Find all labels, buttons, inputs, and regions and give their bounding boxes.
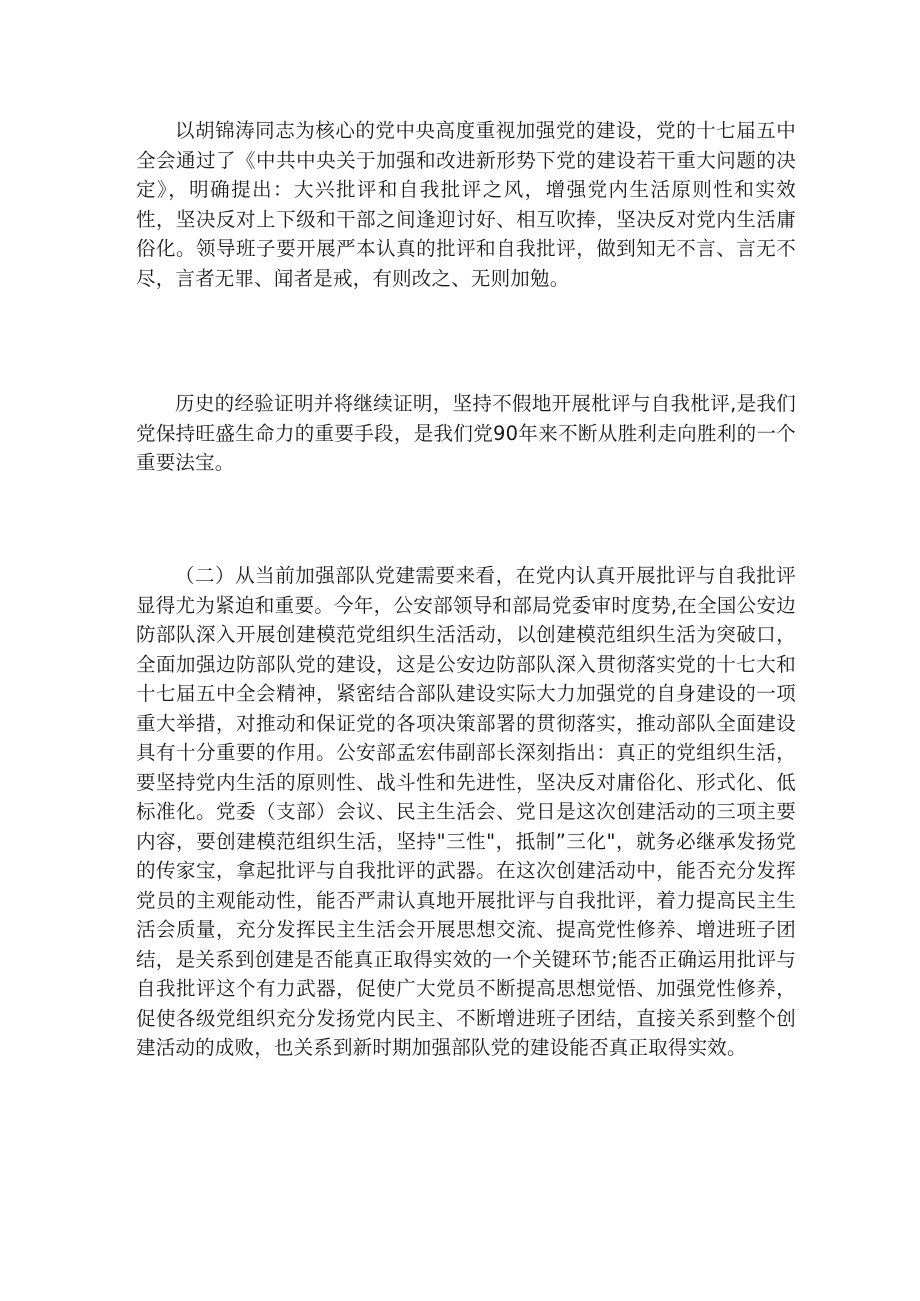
paragraph-historical-experience: 历史的经验证明并将继续证明，坚持不假地开展枇评与自我枇评,是我们党保持旺盛生命力的重要手段，是我们党90年来不断从胜利走向胜利的一个重要法宝。 bbox=[136, 392, 796, 474]
paragraph-party-building-decision: 以胡锦涛同志为核心的党中央高度重视加强党的建设，党的十七届五中全会通过了《中共中央关于加强和改进新形势下党的建设若干重大问题的决定》，明确提出：大兴批评和自我批评之风，增强党内生活原则性和实效性，坚决反对上下级和干部之间逢迎讨好、相互吹捧，坚决反对党内生活庸俗化。领导班子要开展严本认真的批评和自我批评，做到知无不言、言无不尽，言者无罪、闻者是戒，有则改之、无则加勉。 bbox=[136, 119, 796, 290]
paragraph-current-party-building: （二）从当前加强部队党建需要来看，在党内认真开展批评与自我批评显得尤为紧迫和重要。今年，公安部领导和部局党委审时度势,在全国公安边防部队深入开展创建模范党组织生活活动，以创建模范组织生活为突破口，全面加强边防部队党的建设，这是公安边防部队深入贯彻落实党的十七大和十七届五中全会精神，紧密结合部队建设实际大力加强党的自身建设的一项重大举措，对推动和保证党的各项决策部署的贯彻落实，推动部队全面建设具有十分重要的作用。公安部孟宏伟副部长深刻指出：真正的党组织生活，要坚持党内生活的原则性、战斗性和先进性，坚决反对庸俗化、形式化、低标准化。党委（支部）会议、民主生活会、党日是这次创建活动的三项主要内容，要创建模范组织生活，坚持"三性"，抵制”三化"，就务必继承发扬党的传家宝，拿起批评与自我批评的武器。在这次创建活动中，能否充分发挥党员的主观能动性，能否严肃认真地开展批评与自我批评，着力提高民主生活会质量，充分发挥民主生活会开展思想交流、提高党性修养、增进班子团结，是关系到创建是否能真正取得实效的一个关键环节;能否正确运用批评与自我批评这个有力武器，促使广大党员不断提高思想觉悟、加强党性修养，促使各级党组织充分发扬党内民主、不断增进班子团结，直接关系到整个创建活动的成败，也关系到新时期加强部队党的建设能否真正取得实效。 bbox=[136, 564, 796, 1059]
